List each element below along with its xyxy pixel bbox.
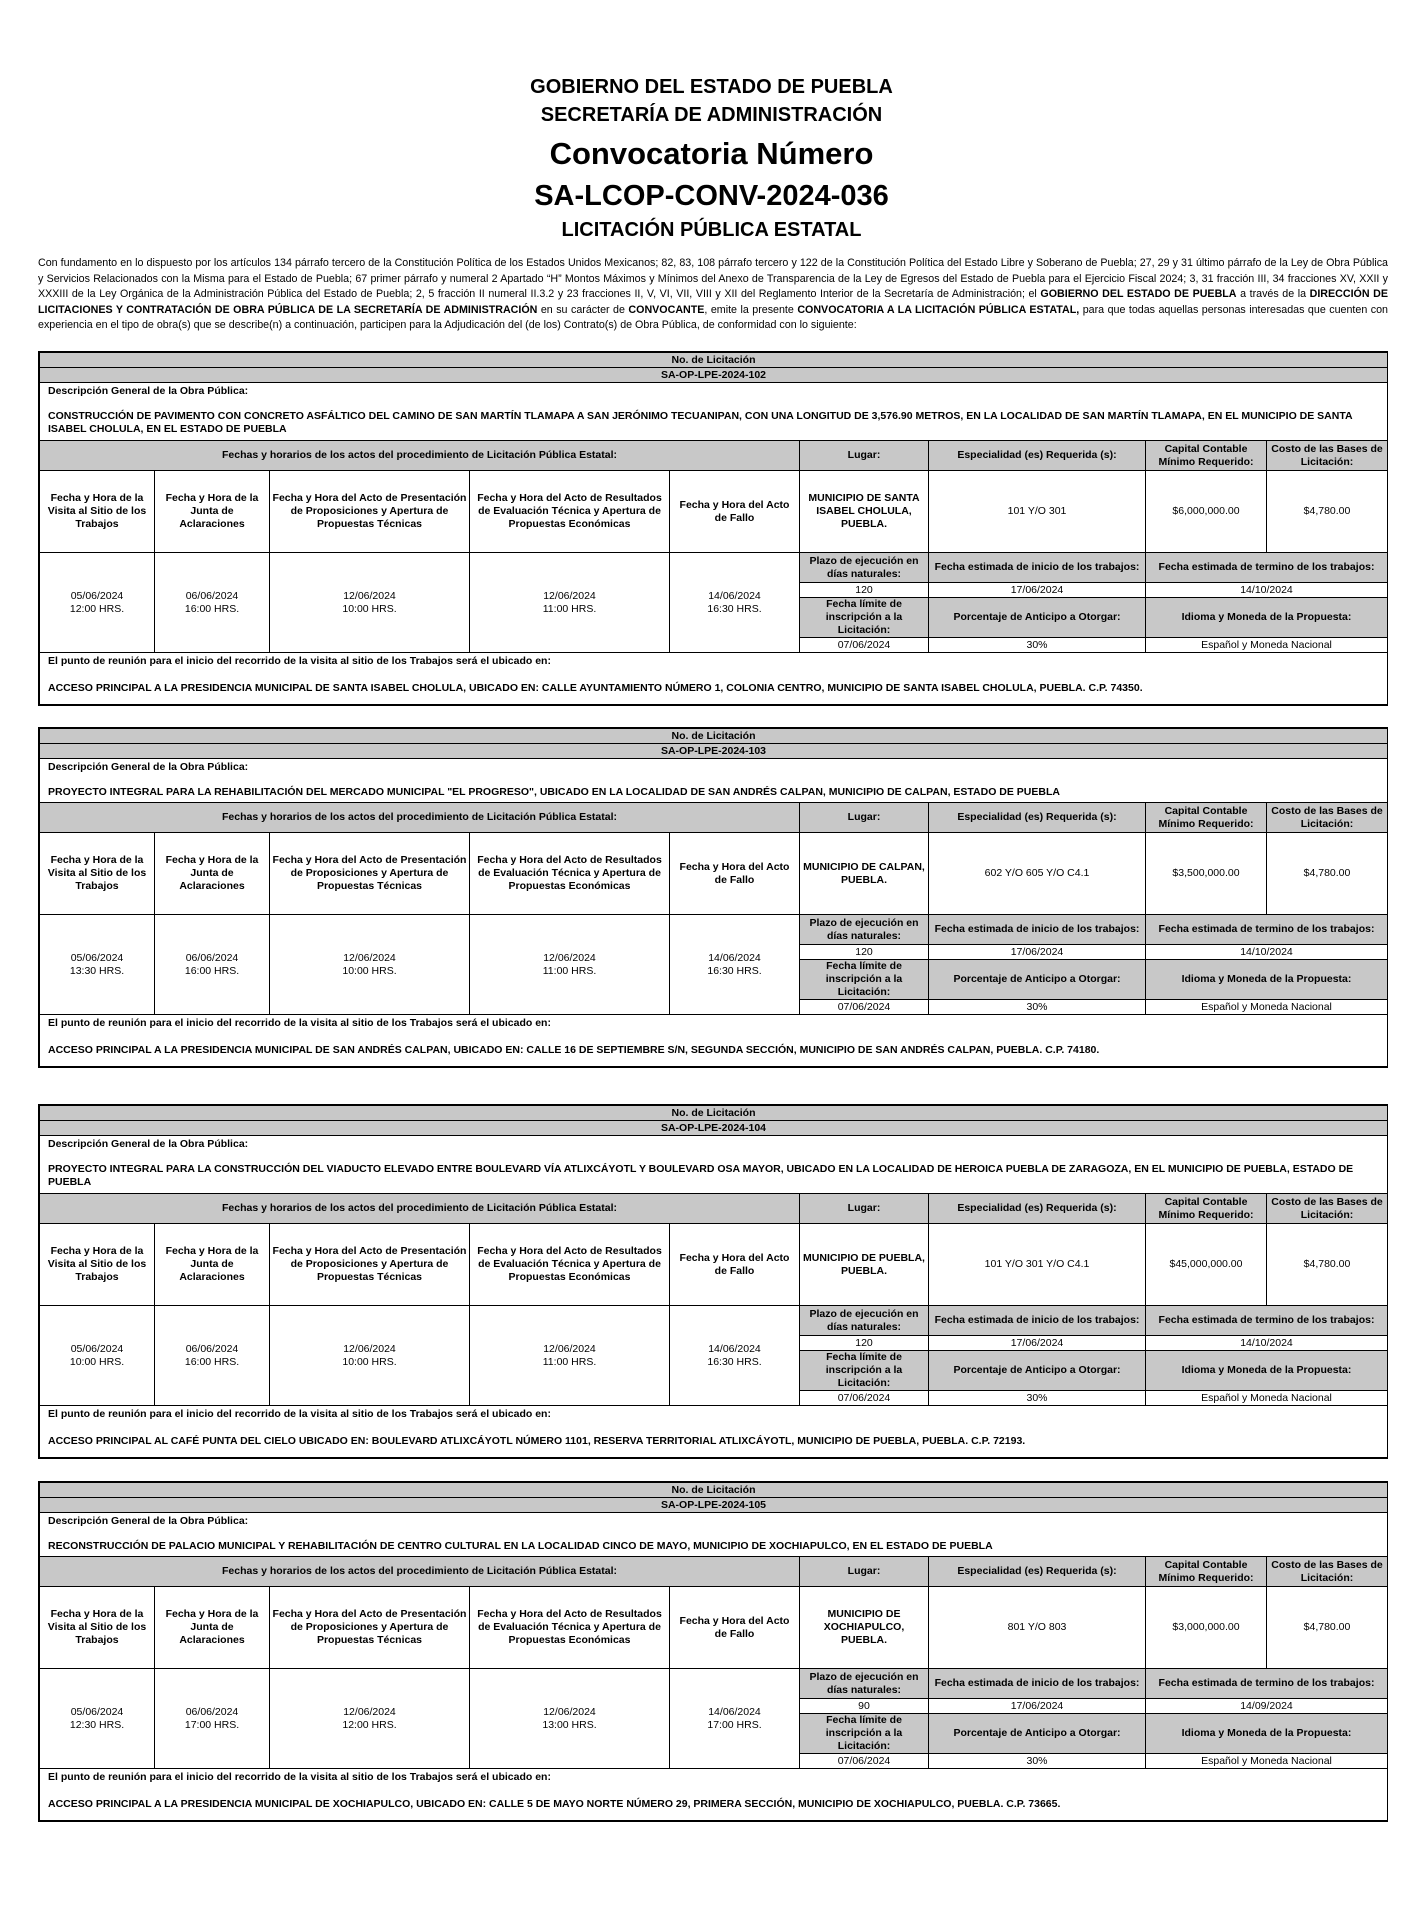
visita-value [40, 553, 155, 653]
idioma-value: Español y Moneda Nacional [1146, 638, 1388, 653]
junta-label: Fecha y Hora de la Junta de Aclaraciones [155, 1587, 270, 1669]
visita-value [40, 915, 155, 1015]
visita-fecha: 05/06/2024 [70, 1342, 124, 1355]
presentacion-label: Fecha y Hora del Acto de Presentación de Proposiciones y Apertura de Propuestas Técnicas [270, 471, 470, 553]
punto-reunion-cell [40, 653, 1388, 705]
fallo-label: Fecha y Hora del Acto de Fallo [670, 471, 800, 553]
obra-description-cell [40, 1136, 1388, 1194]
licitacion-table [39, 352, 1388, 705]
costo-value: $4,780.00 [1267, 833, 1388, 915]
termino-value: 14/10/2024 [1146, 583, 1388, 598]
termino-value: 14/10/2024 [1146, 1336, 1388, 1351]
resultados-hora: 13:00 HRS. [542, 1718, 597, 1731]
licitacion-number: SA-OP-LPE-2024-104 [40, 1121, 1388, 1136]
licitacion-table [39, 728, 1388, 1067]
licitacion-block-2 [38, 727, 1388, 1068]
punto-reunion-label: El punto de reunión para el inicio del recorrido de la visita al sitio de los Trabajos será el ubicado en: [48, 1771, 551, 1783]
lugar-value: MUNICIPIO DE PUEBLA, PUEBLA. [800, 1224, 929, 1306]
resultados-hora: 11:00 HRS. [542, 602, 597, 615]
fallo-hora: 16:30 HRS. [707, 1355, 762, 1368]
header-convocatoria-number: SA-LCOP-CONV-2024-036 [534, 180, 889, 212]
obra-description-cell [40, 759, 1388, 803]
intro-text-4: , emite la presente [704, 303, 798, 316]
fallo-hora: 16:30 HRS. [707, 602, 762, 615]
plazo-value: 120 [800, 583, 929, 598]
junta-label: Fecha y Hora de la Junta de Aclaraciones [155, 471, 270, 553]
visita-hora: 12:30 HRS. [69, 1718, 125, 1731]
capital-label: Capital Contable Mínimo Requerido: [1146, 441, 1267, 471]
intro-bold-3: CONVOCANTE [628, 303, 705, 316]
inicio-value: 17/06/2024 [929, 945, 1146, 960]
fallo-fecha: 14/06/2024 [708, 1342, 761, 1355]
punto-reunion-label: El punto de reunión para el inicio del recorrido de la visita al sitio de los Trabajos será el ubicado en: [48, 655, 551, 667]
inicio-value: 17/06/2024 [929, 1336, 1146, 1351]
presentacion-hora: 10:00 HRS. [342, 964, 397, 977]
limite-value: 07/06/2024 [800, 638, 929, 653]
fallo-fecha: 14/06/2024 [708, 951, 761, 964]
inicio-value: 17/06/2024 [929, 583, 1146, 598]
presentacion-label: Fecha y Hora del Acto de Presentación de Proposiciones y Apertura de Propuestas Técnicas [270, 833, 470, 915]
visita-value [40, 1306, 155, 1406]
resultados-value [470, 1306, 670, 1406]
termino-value: 14/09/2024 [1146, 1699, 1388, 1714]
limite-label: Fecha límite de inscripción a la Licitación: [800, 598, 929, 638]
intro-bold-4: CONVOCATORIA A LA LICITACIÓN PÚBLICA ESTATAL, [797, 303, 1080, 316]
capital-label: Capital Contable Mínimo Requerido: [1146, 803, 1267, 833]
presentacion-value [270, 1306, 470, 1406]
plazo-label: Plazo de ejecución en días naturales: [800, 553, 929, 583]
capital-value: $45,000,000.00 [1146, 1224, 1267, 1306]
licitacion-number: SA-OP-LPE-2024-105 [40, 1498, 1388, 1513]
anticipo-label: Porcentaje de Anticipo a Otorgar: [929, 598, 1146, 638]
punto-reunion-cell [40, 1406, 1388, 1458]
licitacion-block-1 [38, 351, 1388, 706]
resultados-label: Fecha y Hora del Acto de Resultados de Evaluación Técnica y Apertura de Propuestas Económicas [470, 833, 670, 915]
presentacion-label: Fecha y Hora del Acto de Presentación de Proposiciones y Apertura de Propuestas Técnicas [270, 1587, 470, 1669]
resultados-value [470, 1669, 670, 1769]
intro-text-3: en su carácter de [537, 303, 629, 316]
fallo-hora: 17:00 HRS. [707, 1718, 762, 1731]
no-licitacion-label: No. de Licitación [40, 729, 1388, 744]
fallo-label: Fecha y Hora del Acto de Fallo [670, 833, 800, 915]
presentacion-label: Fecha y Hora del Acto de Presentación de Proposiciones y Apertura de Propuestas Técnicas [270, 1224, 470, 1306]
especialidad-label: Especialidad (es) Requerida (s): [929, 803, 1146, 833]
resultados-hora: 11:00 HRS. [542, 1355, 597, 1368]
especialidad-label: Especialidad (es) Requerida (s): [929, 1557, 1146, 1587]
resultados-value [470, 553, 670, 653]
especialidad-value: 101 Y/O 301 Y/O C4.1 [929, 1224, 1146, 1306]
plazo-value: 120 [800, 1336, 929, 1351]
especialidad-value: 101 Y/O 301 [929, 471, 1146, 553]
inicio-label: Fecha estimada de inicio de los trabajos: [929, 1669, 1146, 1699]
no-licitacion-label: No. de Licitación [40, 1483, 1388, 1498]
presentacion-hora: 12:00 HRS. [342, 1718, 397, 1731]
junta-hora: 16:00 HRS. [184, 602, 240, 615]
anticipo-value: 30% [929, 1754, 1146, 1769]
anticipo-value: 30% [929, 1391, 1146, 1406]
lugar-value: MUNICIPIO DE XOCHIAPULCO, PUEBLA. [800, 1587, 929, 1669]
limite-label: Fecha límite de inscripción a la Licitación: [800, 1714, 929, 1754]
presentacion-value [270, 553, 470, 653]
presentacion-fecha: 12/06/2024 [343, 589, 396, 602]
lugar-label: Lugar: [800, 1194, 929, 1224]
junta-fecha: 06/06/2024 [185, 1342, 239, 1355]
descripcion-label: Descripción General de la Obra Pública: [48, 1138, 249, 1150]
descripcion-label: Descripción General de la Obra Pública: [48, 761, 249, 773]
especialidad-label: Especialidad (es) Requerida (s): [929, 441, 1146, 471]
presentacion-value [270, 915, 470, 1015]
idioma-label: Idioma y Moneda de la Propuesta: [1146, 1351, 1388, 1391]
fallo-label: Fecha y Hora del Acto de Fallo [670, 1224, 800, 1306]
limite-value: 07/06/2024 [800, 1000, 929, 1015]
punto-reunion-value: ACCESO PRINCIPAL A LA PRESIDENCIA MUNICIPAL DE SANTA ISABEL CHOLULA, UBICADO EN: CALLE AYUNTAMIENTO NÚMERO 1, COLONIA CENTRO, MUNICIPIO DE SANTA ISABEL CHOLULA, PUEBLA. C.P. 74350. [48, 682, 1143, 694]
licitacion-number: SA-OP-LPE-2024-102 [40, 368, 1388, 383]
visita-hora: 13:30 HRS. [69, 964, 125, 977]
fechas-horarios-label: Fechas y horarios de los actos del procedimiento de Licitación Pública Estatal: [40, 1194, 800, 1224]
fechas-horarios-label: Fechas y horarios de los actos del procedimiento de Licitación Pública Estatal: [40, 441, 800, 471]
fallo-value [670, 553, 800, 653]
junta-value [155, 1669, 270, 1769]
fechas-horarios-label: Fechas y horarios de los actos del procedimiento de Licitación Pública Estatal: [40, 803, 800, 833]
visita-label: Fecha y Hora de la Visita al Sitio de los Trabajos [40, 1224, 155, 1306]
resultados-fecha: 12/06/2024 [543, 951, 596, 964]
fallo-hora: 16:30 HRS. [707, 964, 762, 977]
presentacion-fecha: 12/06/2024 [343, 1342, 396, 1355]
obra-description: PROYECTO INTEGRAL PARA LA REHABILITACIÓN DEL MERCADO MUNICIPAL "EL PROGRESO", UBICADO EN LA LOCALIDAD DE SAN ANDRÉS CALPAN, MUNICIPIO DE CALPAN, ESTADO DE PUEBLA [48, 786, 1060, 798]
costo-label: Costo de las Bases de Licitación: [1267, 1557, 1388, 1587]
licitacion-number: SA-OP-LPE-2024-103 [40, 744, 1388, 759]
anticipo-label: Porcentaje de Anticipo a Otorgar: [929, 1714, 1146, 1754]
costo-label: Costo de las Bases de Licitación: [1267, 803, 1388, 833]
resultados-label: Fecha y Hora del Acto de Resultados de Evaluación Técnica y Apertura de Propuestas Económicas [470, 471, 670, 553]
intro-text-5: para que todas aquellas personas interesadas que cuenten con experiencia en el tipo de obra(s) que se describe(n) a continuación, participen para la Adjudicación del (de los) Contrato(s) de Obra Pública, de conformidad con lo siguiente: [38, 303, 1388, 331]
termino-label: Fecha estimada de termino de los trabajos: [1146, 553, 1388, 583]
header-licitacion-type: LICITACIÓN PÚBLICA ESTATAL [561, 219, 862, 241]
obra-description: CONSTRUCCIÓN DE PAVIMENTO CON CONCRETO ASFÁLTICO DEL CAMINO DE SAN MARTÍN TLAMAPA A SAN JERÓNIMO TECUANIPAN, CON UNA LONGITUD DE 3,576.90 METROS, EN LA LOCALIDAD DE SAN MARTÍN TLAMAPA, EN EL MUNICIPIO DE SANTA ISABEL CHOLULA, EN EL ESTADO DE PUEBLA [48, 410, 1353, 435]
obra-description: RECONSTRUCCIÓN DE PALACIO MUNICIPAL Y REHABILITACIÓN DE CENTRO CULTURAL EN LA LOCALIDAD CINCO DE MAYO, MUNICIPIO DE XOCHIAPULCO, EN EL ESTADO DE PUEBLA [48, 1540, 993, 1552]
punto-reunion-label: El punto de reunión para el inicio del recorrido de la visita al sitio de los Trabajos será el ubicado en: [48, 1017, 551, 1029]
idioma-value: Español y Moneda Nacional [1146, 1391, 1388, 1406]
header-government: GOBIERNO DEL ESTADO DE PUEBLA [530, 76, 893, 98]
lugar-value: MUNICIPIO DE CALPAN, PUEBLA. [800, 833, 929, 915]
descripcion-label: Descripción General de la Obra Pública: [48, 385, 249, 397]
presentacion-hora: 10:00 HRS. [342, 1355, 397, 1368]
obra-description-cell [40, 383, 1388, 441]
intro-text-1: Con fundamento en lo dispuesto por los artículos 134 párrafo tercero de la Constitución Política de los Estados Unidos Mexicanos; 82, 83, 108 párrafo tercero y 122 de la Constitución Política del Estado Libre y Soberano de Puebla; 27, 29 y 31 último párrafo de la Ley de Obra Pública y Servicios Relacionados con la Misma para el Estado de Puebla; 67 primer párrafo y numeral 2 Apartado “H” Montos Máximos y Mínimos del Anexo de Transparencia de la Ley de Egresos del Estado de Puebla para el Ejercicio Fiscal 2024; 3, 31 fracción III, 34 fracciones XV, XXII y XXXIII de la Ley Orgánica de la Administración Pública del Estado de Puebla; 2, 5 fracción II numeral II.3.2 y 23 fracciones II, V, VI, VII, VIII y XII del Reglamento Interior de la Secretaría de Administración; el [38, 257, 1388, 300]
capital-label: Capital Contable Mínimo Requerido: [1146, 1557, 1267, 1587]
resultados-label: Fecha y Hora del Acto de Resultados de Evaluación Técnica y Apertura de Propuestas Económicas [470, 1224, 670, 1306]
fallo-value [670, 1306, 800, 1406]
junta-value [155, 553, 270, 653]
no-licitacion-label: No. de Licitación [40, 353, 1388, 368]
lugar-label: Lugar: [800, 441, 929, 471]
resultados-fecha: 12/06/2024 [543, 1705, 596, 1718]
plazo-value: 120 [800, 945, 929, 960]
intro-paragraph [38, 256, 1388, 334]
presentacion-hora: 10:00 HRS. [342, 602, 397, 615]
junta-fecha: 06/06/2024 [185, 951, 239, 964]
plazo-label: Plazo de ejecución en días naturales: [800, 1669, 929, 1699]
lugar-value: MUNICIPIO DE SANTA ISABEL CHOLULA, PUEBLA. [800, 471, 929, 553]
visita-value [40, 1669, 155, 1769]
termino-value: 14/10/2024 [1146, 945, 1388, 960]
no-licitacion-label: No. de Licitación [40, 1106, 1388, 1121]
inicio-label: Fecha estimada de inicio de los trabajos: [929, 1306, 1146, 1336]
punto-reunion-label: El punto de reunión para el inicio del recorrido de la visita al sitio de los Trabajos será el ubicado en: [48, 1408, 551, 1420]
especialidad-value: 801 Y/O 803 [929, 1587, 1146, 1669]
licitacion-block-3 [38, 1104, 1388, 1459]
resultados-hora: 11:00 HRS. [542, 964, 597, 977]
costo-value: $4,780.00 [1267, 1587, 1388, 1669]
capital-value: $6,000,000.00 [1146, 471, 1267, 553]
capital-value: $3,500,000.00 [1146, 833, 1267, 915]
junta-fecha: 06/06/2024 [185, 1705, 239, 1718]
visita-hora: 10:00 HRS. [69, 1355, 125, 1368]
fallo-label: Fecha y Hora del Acto de Fallo [670, 1587, 800, 1669]
junta-value [155, 915, 270, 1015]
visita-fecha: 05/06/2024 [70, 589, 124, 602]
anticipo-value: 30% [929, 638, 1146, 653]
capital-label: Capital Contable Mínimo Requerido: [1146, 1194, 1267, 1224]
fallo-value [670, 1669, 800, 1769]
licitacion-table [39, 1482, 1388, 1821]
visita-label: Fecha y Hora de la Visita al Sitio de los Trabajos [40, 833, 155, 915]
punto-reunion-value: ACCESO PRINCIPAL AL CAFÉ PUNTA DEL CIELO UBICADO EN: BOULEVARD ATLIXCÁYOTL NÚMERO 1101, RESERVA TERRITORIAL ATLIXCÁYOTL, MUNICIPIO DE PUEBLA, PUEBLA. C.P. 72193. [48, 1435, 1026, 1447]
junta-hora: 17:00 HRS. [184, 1718, 240, 1731]
termino-label: Fecha estimada de termino de los trabajos: [1146, 915, 1388, 945]
limite-label: Fecha límite de inscripción a la Licitación: [800, 960, 929, 1000]
lugar-label: Lugar: [800, 803, 929, 833]
visita-hora: 12:00 HRS. [69, 602, 125, 615]
junta-label: Fecha y Hora de la Junta de Aclaraciones [155, 1224, 270, 1306]
plazo-label: Plazo de ejecución en días naturales: [800, 915, 929, 945]
anticipo-value: 30% [929, 1000, 1146, 1015]
idioma-label: Idioma y Moneda de la Propuesta: [1146, 598, 1388, 638]
junta-hora: 16:00 HRS. [184, 964, 240, 977]
idioma-value: Español y Moneda Nacional [1146, 1000, 1388, 1015]
fechas-horarios-label: Fechas y horarios de los actos del procedimiento de Licitación Pública Estatal: [40, 1557, 800, 1587]
fallo-fecha: 14/06/2024 [708, 589, 761, 602]
anticipo-label: Porcentaje de Anticipo a Otorgar: [929, 1351, 1146, 1391]
anticipo-label: Porcentaje de Anticipo a Otorgar: [929, 960, 1146, 1000]
header-convocatoria: Convocatoria Número [549, 136, 874, 171]
capital-value: $3,000,000.00 [1146, 1587, 1267, 1669]
lugar-label: Lugar: [800, 1557, 929, 1587]
plazo-label: Plazo de ejecución en días naturales: [800, 1306, 929, 1336]
intro-text-2: a través de la [1236, 288, 1310, 300]
fallo-fecha: 14/06/2024 [708, 1705, 761, 1718]
obra-description-cell [40, 1513, 1388, 1557]
punto-reunion-cell [40, 1015, 1388, 1067]
visita-label: Fecha y Hora de la Visita al Sitio de los Trabajos [40, 471, 155, 553]
termino-label: Fecha estimada de termino de los trabajos: [1146, 1669, 1388, 1699]
costo-value: $4,780.00 [1267, 471, 1388, 553]
inicio-value: 17/06/2024 [929, 1699, 1146, 1714]
limite-value: 07/06/2024 [800, 1391, 929, 1406]
visita-fecha: 05/06/2024 [70, 951, 124, 964]
intro-bold-1: GOBIERNO DEL ESTADO DE PUEBLA [1040, 288, 1237, 300]
costo-value: $4,780.00 [1267, 1224, 1388, 1306]
inicio-label: Fecha estimada de inicio de los trabajos: [929, 915, 1146, 945]
plazo-value: 90 [800, 1699, 929, 1714]
especialidad-label: Especialidad (es) Requerida (s): [929, 1194, 1146, 1224]
junta-value [155, 1306, 270, 1406]
punto-reunion-value: ACCESO PRINCIPAL A LA PRESIDENCIA MUNICIPAL DE SAN ANDRÉS CALPAN, UBICADO EN: CALLE 16 DE SEPTIEMBRE S/N, SEGUNDA SECCIÓN, MUNICIPIO DE SAN ANDRÉS CALPAN, PUEBLA. C.P. 74180. [48, 1044, 1100, 1056]
presentacion-value [270, 1669, 470, 1769]
licitacion-block-4 [38, 1481, 1388, 1822]
limite-label: Fecha límite de inscripción a la Licitación: [800, 1351, 929, 1391]
resultados-fecha: 12/06/2024 [543, 589, 596, 602]
resultados-fecha: 12/06/2024 [543, 1342, 596, 1355]
header-secretaria: SECRETARÍA DE ADMINISTRACIÓN [540, 104, 883, 126]
idioma-label: Idioma y Moneda de la Propuesta: [1146, 960, 1388, 1000]
resultados-value [470, 915, 670, 1015]
fallo-value [670, 915, 800, 1015]
limite-value: 07/06/2024 [800, 1754, 929, 1769]
idioma-label: Idioma y Moneda de la Propuesta: [1146, 1714, 1388, 1754]
junta-fecha: 06/06/2024 [185, 589, 239, 602]
costo-label: Costo de las Bases de Licitación: [1267, 441, 1388, 471]
punto-reunion-cell [40, 1769, 1388, 1821]
inicio-label: Fecha estimada de inicio de los trabajos: [929, 553, 1146, 583]
descripcion-label: Descripción General de la Obra Pública: [48, 1515, 249, 1527]
visita-fecha: 05/06/2024 [70, 1705, 124, 1718]
presentacion-fecha: 12/06/2024 [343, 951, 396, 964]
visita-label: Fecha y Hora de la Visita al Sitio de los Trabajos [40, 1587, 155, 1669]
presentacion-fecha: 12/06/2024 [343, 1705, 396, 1718]
especialidad-value: 602 Y/O 605 Y/O C4.1 [929, 833, 1146, 915]
punto-reunion-value: ACCESO PRINCIPAL A LA PRESIDENCIA MUNICIPAL DE XOCHIAPULCO, UBICADO EN: CALLE 5 DE MAYO NORTE NÚMERO 29, PRIMERA SECCIÓN, MUNICIPIO DE XOCHIAPULCO, PUEBLA. C.P. 73665. [48, 1798, 1061, 1810]
junta-label: Fecha y Hora de la Junta de Aclaraciones [155, 833, 270, 915]
obra-description: PROYECTO INTEGRAL PARA LA CONSTRUCCIÓN DEL VIADUCTO ELEVADO ENTRE BOULEVARD VÍA ATLIXCÁYOTL Y BOULEVARD OSA MAYOR, UBICADO EN LA LOCALIDAD DE HEROICA PUEBLA DE ZARAGOZA, EN EL MUNICIPIO DE PUEBLA, ESTADO DE PUEBLA [48, 1163, 1354, 1188]
resultados-label: Fecha y Hora del Acto de Resultados de Evaluación Técnica y Apertura de Propuestas Económicas [470, 1587, 670, 1669]
termino-label: Fecha estimada de termino de los trabajos: [1146, 1306, 1388, 1336]
licitacion-table [39, 1105, 1388, 1458]
junta-hora: 16:00 HRS. [184, 1355, 240, 1368]
costo-label: Costo de las Bases de Licitación: [1267, 1194, 1388, 1224]
idioma-value: Español y Moneda Nacional [1146, 1754, 1388, 1769]
intro-bold-2: DIRECCIÓN DE LICITACIONES Y CONTRATACIÓN DE OBRA PÚBLICA DE LA SECRETARÍA DE ADMINISTRACIÓN [38, 288, 1388, 316]
